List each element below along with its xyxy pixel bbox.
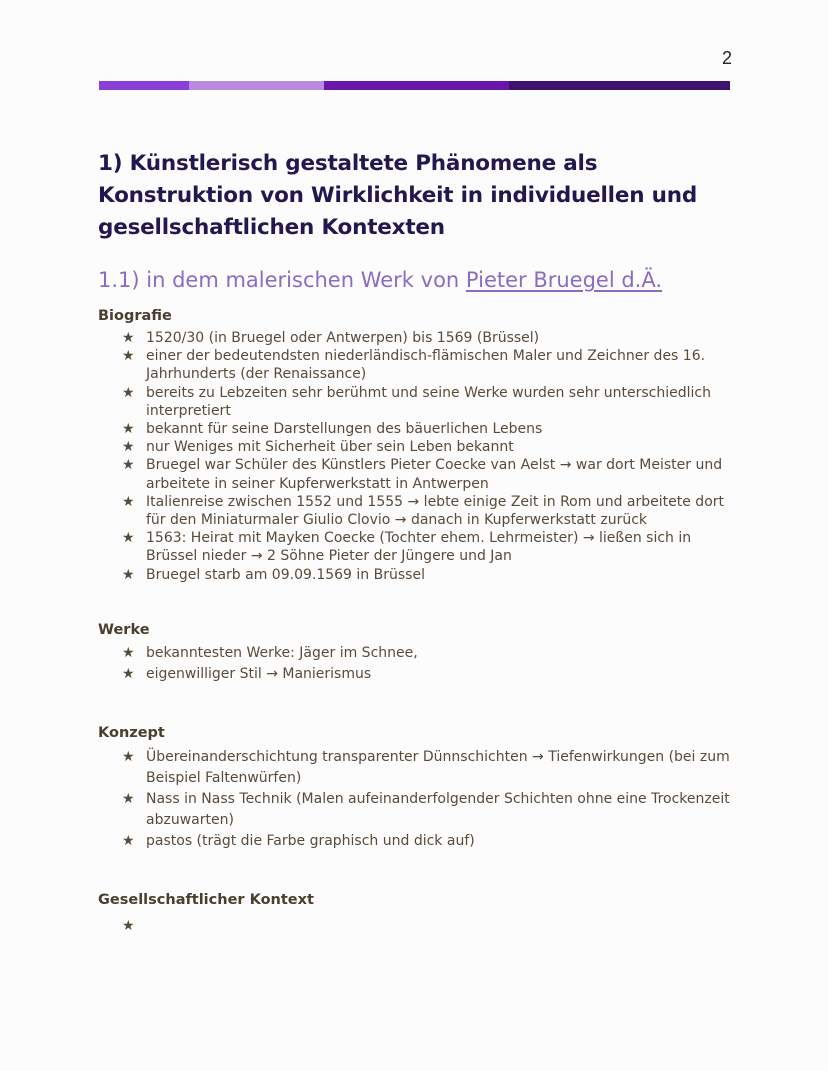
bullet-list xyxy=(98,910,738,937)
list-item-text: bereits zu Lebzeiten sehr berühmt und seine Werke wurden sehr unterschiedlich interpretiert xyxy=(146,384,711,419)
list-item-text: Übereinanderschichtung transparenter Dünnschichten → Tiefenwirkungen (bei zum Beispiel Faltenwürfen) xyxy=(146,749,730,786)
section-title-biografie: Biografie xyxy=(98,308,172,324)
section-subheading xyxy=(98,264,662,296)
star-bullet-icon: ★ xyxy=(122,493,135,510)
list-item-text: nur Weniges mit Sicherheit über sein Leben bekannt xyxy=(146,439,514,456)
star-bullet-icon: ★ xyxy=(122,566,135,583)
list-item xyxy=(122,643,738,664)
section-biografie xyxy=(98,306,738,584)
section-title-konzept: Konzept xyxy=(98,725,165,741)
page-title-line: Konstruktion von Wirklichkeit in individuellen und xyxy=(98,183,698,208)
bullet-list xyxy=(98,326,738,584)
list-item xyxy=(122,438,738,456)
page-title-line: 1) Künstlerisch gestaltete Phänomene als xyxy=(98,151,598,176)
star-bullet-icon: ★ xyxy=(122,530,135,547)
list-item xyxy=(122,566,738,584)
list-item-text: Nass in Nass Technik (Malen aufeinanderfolgender Schichten ohne eine Trockenzeit abzuwarten) xyxy=(146,791,730,828)
star-bullet-icon: ★ xyxy=(122,457,135,474)
star-bullet-icon: ★ xyxy=(122,918,135,934)
section-werke xyxy=(98,620,738,685)
list-item xyxy=(122,347,738,383)
list-item-text: Bruegel war Schüler des Künstlers Pieter Coecke van Aelst → war dort Meister und arbeitete in seiner Kupferwerkstatt in Antwerpen xyxy=(146,457,723,492)
list-item xyxy=(122,916,738,937)
header-color-bar xyxy=(99,81,730,90)
page-number: 2 xyxy=(721,48,732,68)
list-item xyxy=(122,529,738,565)
list-item xyxy=(122,747,738,789)
page-title-line: gesellschaftlichen Kontexten xyxy=(98,215,445,240)
list-item xyxy=(122,456,738,492)
list-item-text: bekannt für seine Darstellungen des bäuerlichen Lebens xyxy=(146,421,543,438)
star-bullet-icon: ★ xyxy=(122,421,135,438)
list-item-text: bekanntesten Werke: Jäger im Schnee, xyxy=(146,645,418,661)
subheading-text: 1.1) in dem malerischen Werk von xyxy=(98,268,466,292)
list-item-text: Bruegel starb am 09.09.1569 in Brüssel xyxy=(146,566,425,583)
color-bar-segment xyxy=(324,81,509,90)
star-bullet-icon: ★ xyxy=(122,666,135,682)
list-item xyxy=(122,384,738,420)
list-item xyxy=(122,493,738,529)
star-bullet-icon: ★ xyxy=(122,439,135,456)
bullet-list xyxy=(98,640,738,685)
list-item-text: einer der bedeutendsten niederländisch-flämischen Maler und Zeichner des 16. Jahrhunderts (der Renaissance) xyxy=(146,348,706,383)
list-item xyxy=(122,789,738,831)
star-bullet-icon: ★ xyxy=(122,330,135,346)
list-item-text: 1520/30 (in Bruegel oder Antwerpen) bis 1569 (Brüssel) xyxy=(146,330,540,346)
list-item xyxy=(122,329,738,347)
list-item xyxy=(122,831,738,852)
artist-link[interactable]: Pieter Bruegel d.Ä. xyxy=(465,268,663,292)
section-kontext xyxy=(98,890,738,937)
color-bar-segment xyxy=(189,81,324,90)
color-bar-segment xyxy=(509,81,730,90)
bullet-list xyxy=(98,743,738,852)
list-item-text: pastos (trägt die Farbe graphisch und dick auf) xyxy=(146,833,475,849)
list-item xyxy=(122,420,738,438)
list-item xyxy=(122,664,738,685)
list-item-text: eigenwilliger Stil → Manierismus xyxy=(146,666,372,682)
section-title-kontext: Gesellschaftlicher Kontext xyxy=(98,892,314,908)
color-bar-segment xyxy=(99,81,189,90)
list-item-text: Italienreise zwischen 1552 und 1555 → lebte einige Zeit in Rom und arbeitete dort für den Miniaturmaler Giulio Clovio → danach in Kupferwerkstatt zurück xyxy=(146,493,724,529)
star-bullet-icon: ★ xyxy=(122,348,135,365)
list-item-text: 1563: Heirat mit Mayken Coecke (Tochter ehem. Lehrmeister) → ließen sich in Brüssel nieder → 2 Söhne Pieter der Jüngere und Jan xyxy=(146,530,692,565)
star-bullet-icon: ★ xyxy=(122,384,135,401)
star-bullet-icon: ★ xyxy=(122,645,135,661)
page-title xyxy=(98,148,738,244)
section-konzept xyxy=(98,723,738,852)
star-bullet-icon: ★ xyxy=(122,833,135,849)
star-bullet-icon: ★ xyxy=(122,791,135,807)
section-title-werke: Werke xyxy=(98,622,150,638)
star-bullet-icon: ★ xyxy=(122,749,135,765)
